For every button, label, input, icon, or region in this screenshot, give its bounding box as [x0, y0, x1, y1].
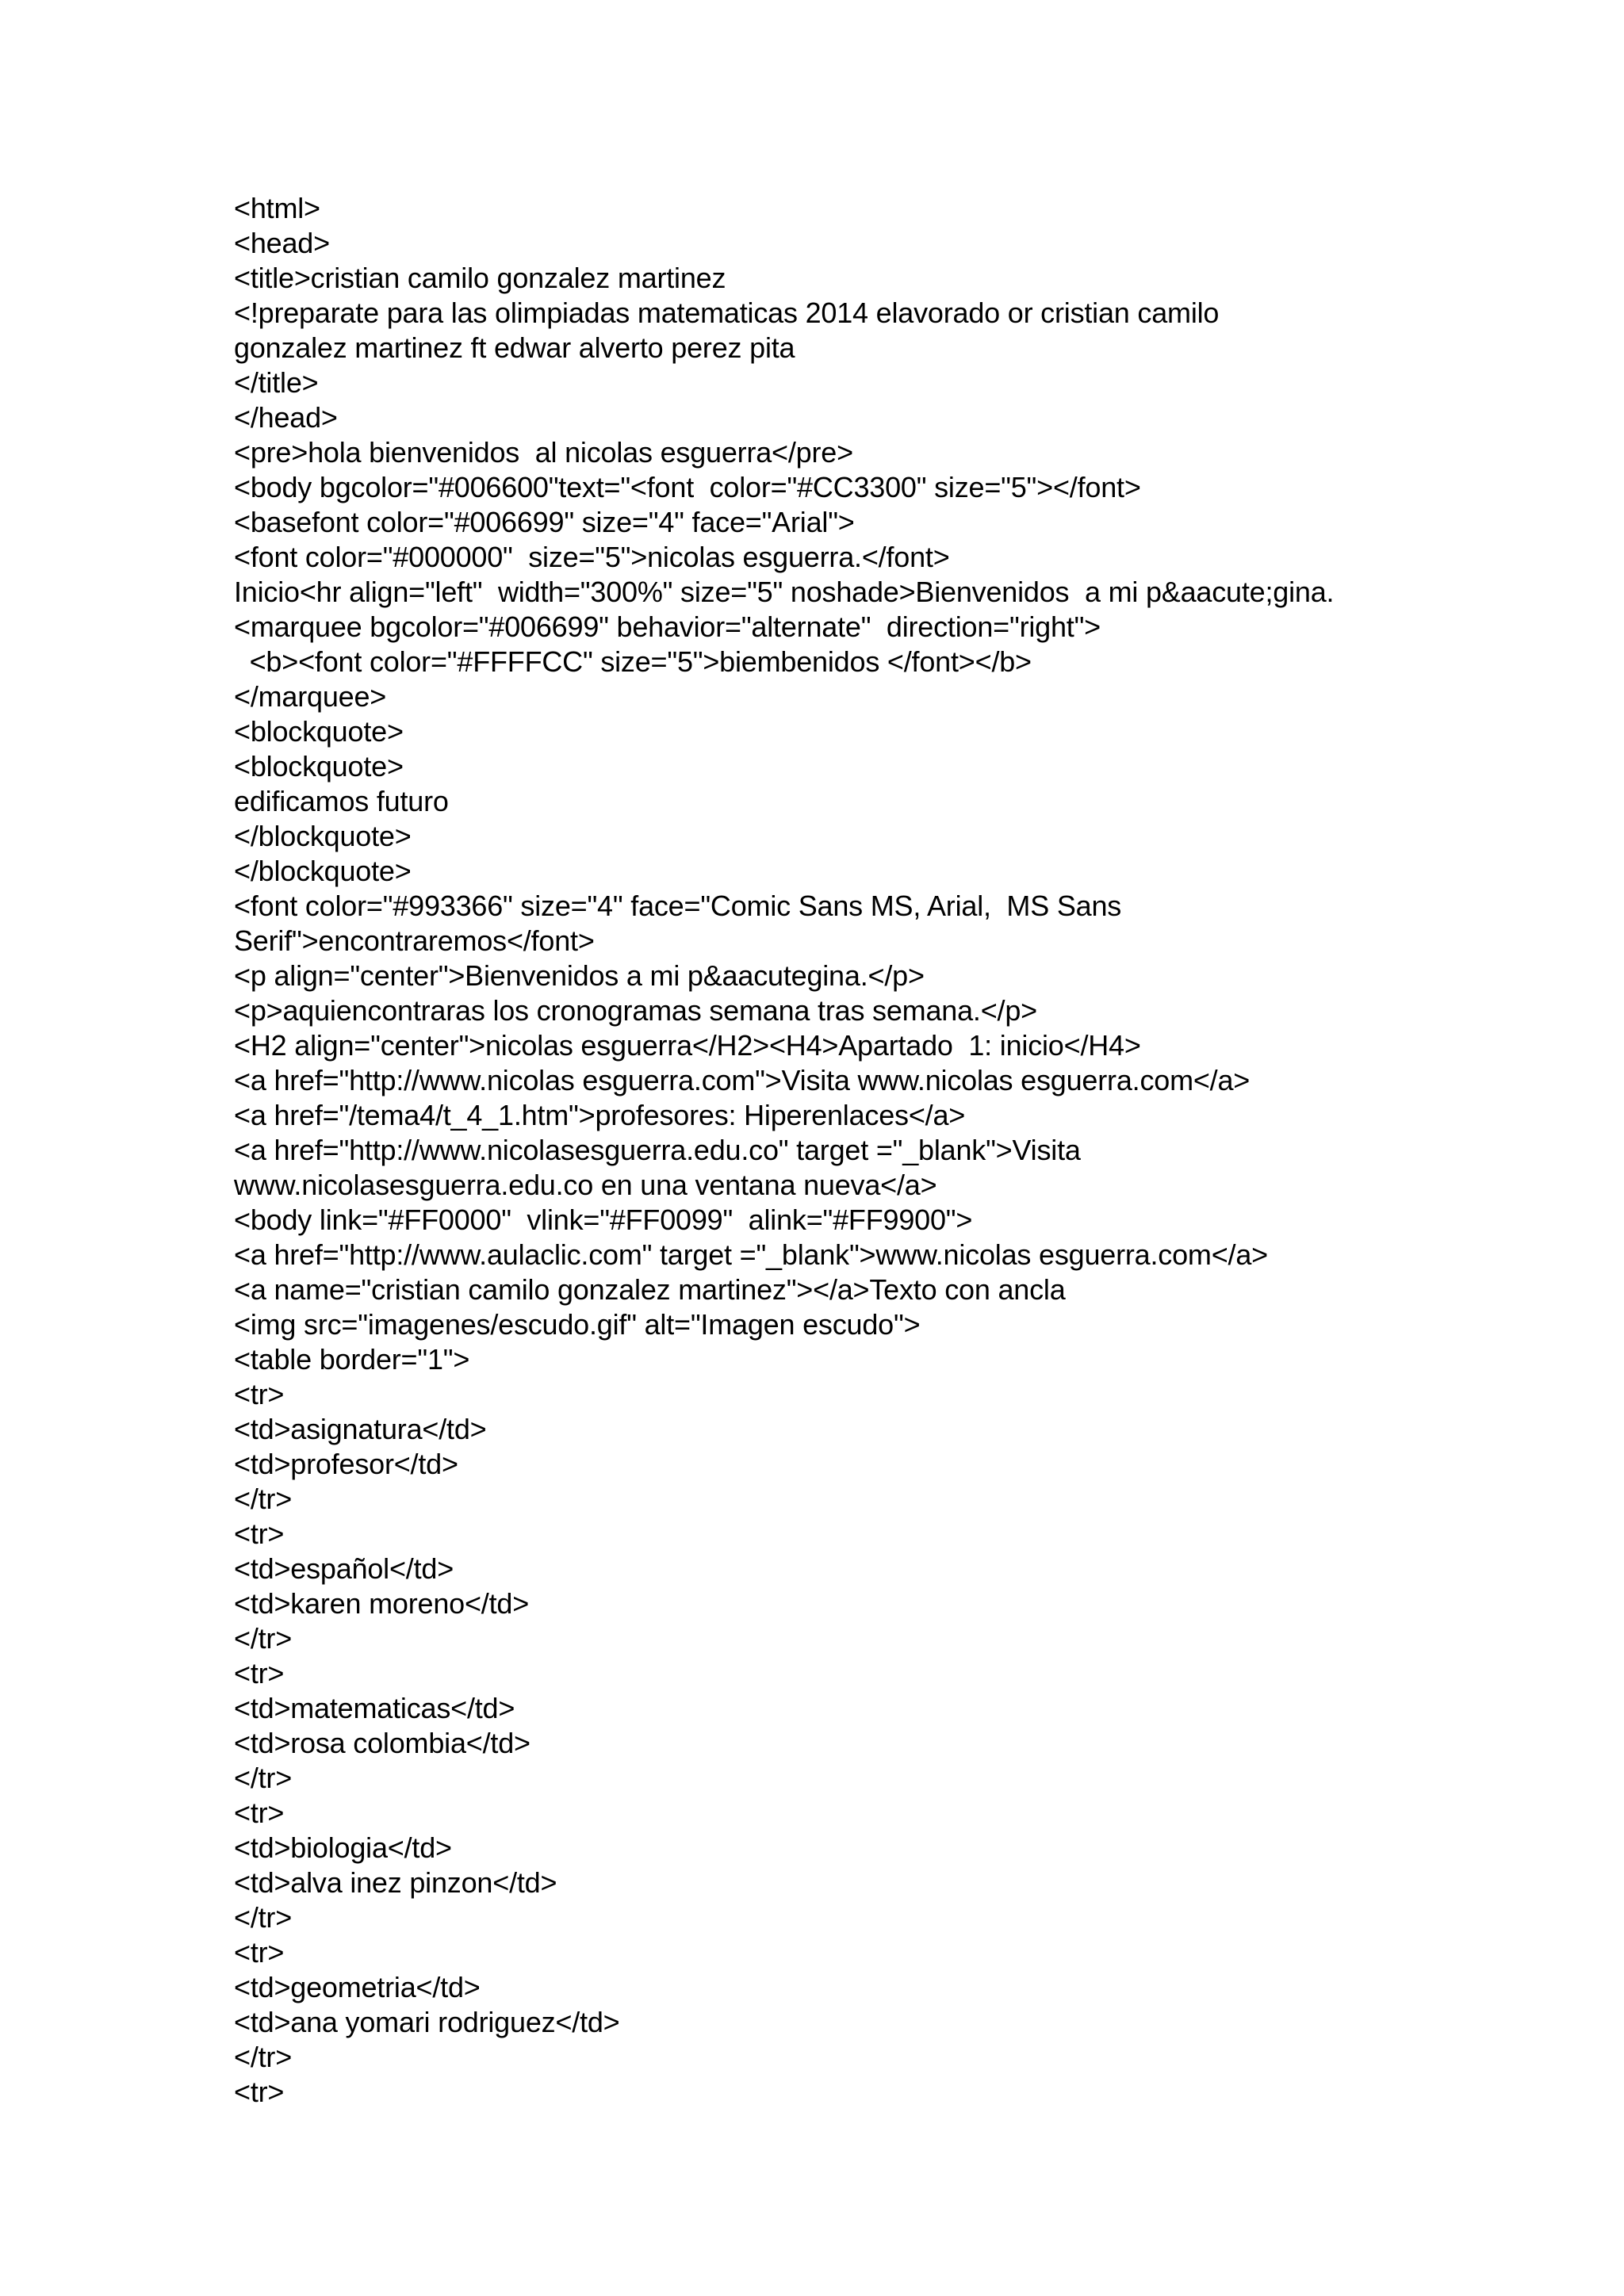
source-line: </tr>: [234, 1901, 293, 1934]
source-line: <b><font color="#FFFFCC" size="5">biembenidos </font></b>: [234, 645, 1032, 678]
source-line: <a href="/tema4/t_4_1.htm">profesores: Hiperenlaces</a>: [234, 1099, 966, 1131]
source-line: www.nicolasesguerra.edu.co en una ventana nueva</a>: [234, 1169, 937, 1201]
source-line: <marquee bgcolor="#006699" behavior="alternate" direction="right">: [234, 610, 1101, 643]
source-line: <!preparate para las olimpiadas matematicas 2014 elavorado or cristian camilo: [234, 297, 1220, 329]
source-line: <td>asignatura</td>: [234, 1413, 487, 1445]
source-line: <a href="http://www.nicolas esguerra.com">Visita www.nicolas esguerra.com</a>: [234, 1064, 1251, 1096]
source-line: <basefont color="#006699" size="4" face="Arial">: [234, 506, 855, 538]
source-line: Inicio<hr align="left" width="300%" size="5" noshade>Bienvenidos a mi p&aacute;gina.: [234, 576, 1335, 608]
source-line: <a href="http://www.nicolasesguerra.edu.co" target ="_blank">Visita: [234, 1134, 1081, 1166]
source-line: <td>alva inez pinzon</td>: [234, 1866, 557, 1899]
source-line: </tr>: [234, 1483, 293, 1515]
source-line: <pre>hola bienvenidos al nicolas esguerra</pre>: [234, 436, 853, 469]
source-line: <p>aquiencontraras los cronogramas semana tras semana.</p>: [234, 994, 1037, 1027]
source-line: </blockquote>: [234, 855, 412, 887]
source-line: <tr>: [234, 1797, 285, 1829]
source-line: <font color="#000000" size="5">nicolas esguerra.</font>: [234, 541, 950, 573]
source-line: gonzalez martinez ft edwar alverto perez pita: [234, 331, 795, 364]
html-source-listing: [234, 191, 1423, 2110]
source-line: edificamos futuro: [234, 785, 449, 817]
source-line: <tr>: [234, 2076, 285, 2108]
source-line: </tr>: [234, 2041, 293, 2073]
source-line: <tr>: [234, 1517, 285, 1550]
source-line: <tr>: [234, 1657, 285, 1689]
source-line: <body link="#FF0000" vlink="#FF0099" alink="#FF9900">: [234, 1203, 973, 1236]
source-line: </tr>: [234, 1622, 293, 1655]
source-line: <td>español</td>: [234, 1552, 454, 1585]
source-line: <tr>: [234, 1936, 285, 1969]
source-line: <head>: [234, 227, 330, 259]
source-line: <blockquote>: [234, 715, 404, 748]
source-line: <table border="1">: [234, 1343, 470, 1376]
source-line: <html>: [234, 192, 320, 224]
source-line: <td>rosa colombia</td>: [234, 1727, 530, 1759]
source-line: </marquee>: [234, 680, 387, 713]
source-line: <blockquote>: [234, 750, 404, 783]
source-line: </head>: [234, 401, 338, 434]
source-line: <H2 align="center">nicolas esguerra</H2><H4>Apartado 1: inicio</H4>: [234, 1029, 1141, 1062]
source-line: Serif">encontraremos</font>: [234, 924, 595, 957]
source-line: <font color="#993366" size="4" face="Comic Sans MS, Arial, MS Sans: [234, 890, 1122, 922]
source-line: <body bgcolor="#006600"text="<font color="#CC3300" size="5"></font>: [234, 471, 1141, 503]
source-line: <p align="center">Bienvenidos a mi p&aacutegina.</p>: [234, 959, 925, 992]
source-line: <td>biologia</td>: [234, 1831, 452, 1864]
source-line: <a name="cristian camilo gonzalez martinez"></a>Texto con ancla: [234, 1273, 1066, 1306]
source-line: </tr>: [234, 1762, 293, 1794]
source-line: <tr>: [234, 1378, 285, 1410]
source-line: <td>ana yomari rodriguez</td>: [234, 2006, 620, 2038]
source-line: <td>karen moreno</td>: [234, 1587, 530, 1620]
source-line: </title>: [234, 366, 319, 399]
source-line: <td>geometria</td>: [234, 1971, 481, 2003]
source-line: <a href="http://www.aulaclic.com" target ="_blank">www.nicolas esguerra.com</a>: [234, 1238, 1268, 1271]
source-line: <td>profesor</td>: [234, 1448, 458, 1480]
source-line: <title>cristian camilo gonzalez martinez: [234, 262, 726, 294]
source-line: <td>matematicas</td>: [234, 1692, 515, 1724]
source-line: </blockquote>: [234, 820, 412, 852]
source-line: <img src="imagenes/escudo.gif" alt="Imagen escudo">: [234, 1308, 921, 1341]
